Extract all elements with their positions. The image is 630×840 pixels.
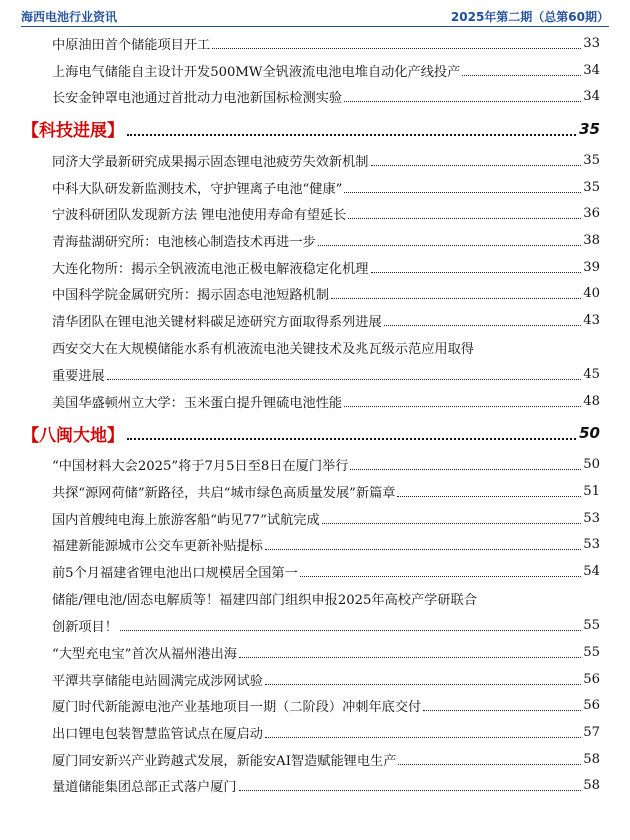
toc-entry-title: “中国材料大会2025”将于7月5日至8日在厦门举行 <box>52 459 349 475</box>
toc-entry-title: 中国科学院金属研究所：揭示固态电池短路机制 <box>52 288 329 304</box>
toc-entry[interactable] <box>0 388 630 415</box>
toc-entry[interactable] <box>0 772 630 799</box>
toc-entry-title: 前5个月福建省锂电池出口规模居全国第一 <box>52 566 298 582</box>
toc-entry-page: 58 <box>583 751 600 767</box>
toc-entry-title: 宁波科研团队发现新方法 锂电池使用寿命有望延长 <box>52 208 347 224</box>
toc-entry-page: 40 <box>583 286 600 302</box>
toc-entry-page: 39 <box>583 259 600 275</box>
dot-leader <box>239 647 581 658</box>
publication-name: 海西电池行业资讯 <box>21 10 118 24</box>
dot-leader <box>344 91 581 102</box>
toc-entry-page: 36 <box>583 206 600 222</box>
toc-entry[interactable] <box>0 692 630 719</box>
dot-leader <box>344 182 581 193</box>
dot-leader <box>127 122 576 136</box>
section-heading-local[interactable] <box>0 415 630 452</box>
dot-leader <box>344 396 581 407</box>
dot-leader <box>107 369 581 380</box>
page-header <box>21 6 609 27</box>
issue-label: 2025年第二期（总第60期） <box>450 10 609 24</box>
dot-leader <box>265 674 581 685</box>
dot-leader <box>384 315 582 326</box>
dot-leader <box>322 513 582 524</box>
dot-leader <box>348 208 581 219</box>
toc-entry-title: 厦门时代新能源电池产业基地项目一期（二阶段）冲刺年底交付 <box>52 700 422 716</box>
toc-entry-page: 57 <box>583 724 600 740</box>
section-heading-tech[interactable] <box>0 110 630 147</box>
section-title: 【八闽大地】 <box>22 425 124 446</box>
toc-entry-page: 55 <box>583 644 600 660</box>
toc-entry[interactable] <box>0 57 630 84</box>
toc-entry[interactable] <box>0 83 630 110</box>
toc-entry-page: 34 <box>583 62 600 78</box>
toc-entry[interactable] <box>0 719 630 746</box>
toc-entry[interactable] <box>0 281 630 308</box>
toc-entry[interactable] <box>0 666 630 693</box>
dot-leader <box>462 65 581 76</box>
dot-leader <box>318 235 581 246</box>
toc-entry-title: 清华团队在锂电池关键材料碳足迹研究方面取得系列进展 <box>52 315 382 331</box>
toc-entry[interactable] <box>0 532 630 559</box>
toc-entry-page: 35 <box>583 152 600 168</box>
toc-entry-page: 51 <box>583 484 600 500</box>
toc-entry-title: 中科大队研发新监测技术，守护锂离子电池“健康” <box>52 181 343 197</box>
toc-entry-title: 上海电气储能自主设计开发500MW全钒液流电池电堆自动化产线投产 <box>52 64 461 80</box>
toc-entry-page: 45 <box>583 366 600 382</box>
toc-entry-title: 同济大学最新研究成果揭示固态锂电池疲劳失效新机制 <box>52 154 369 170</box>
toc-entry-page: 56 <box>583 671 600 687</box>
toc-entry-title: 福建新能源城市公交车更新补贴提标 <box>52 539 263 555</box>
toc-entry[interactable] <box>0 254 630 281</box>
toc-entry[interactable] <box>0 174 630 201</box>
toc-entry-title: 大连化物所：揭示全钒液流电池正极电解液稳定化机理 <box>52 261 369 277</box>
toc-entry[interactable] <box>0 200 630 227</box>
toc-entry[interactable] <box>0 639 630 666</box>
toc-entry[interactable] <box>0 227 630 254</box>
toc-entry[interactable] <box>0 478 630 505</box>
toc-entry-multiline-second[interactable] <box>0 361 630 388</box>
toc-entry-page: 34 <box>583 89 600 105</box>
dot-leader <box>423 700 581 711</box>
toc-entry-title: 青海盐湖研究所：电池核心制造技术再进一步 <box>52 234 316 250</box>
toc-entry[interactable] <box>0 307 630 334</box>
toc-entry-page: 53 <box>583 537 600 553</box>
toc-entry[interactable] <box>0 452 630 479</box>
toc-entry-multiline-first[interactable] <box>0 585 630 612</box>
toc-entry-title: 共探“源网荷储”新路径，共启“城市绿色高质量发展”新篇章 <box>52 486 396 502</box>
dot-leader <box>397 486 581 497</box>
toc-entry-page: 35 <box>583 179 600 195</box>
toc-entry-title: 重要进展 <box>52 368 105 384</box>
dot-leader <box>212 38 581 49</box>
dot-leader <box>331 288 581 299</box>
dot-leader <box>371 262 582 273</box>
section-page: 35 <box>579 119 600 138</box>
toc-entry-title: 长安金钟罩电池通过首批动力电池新国标检测实验 <box>52 91 343 107</box>
dot-leader <box>120 620 581 631</box>
dot-leader <box>371 155 582 166</box>
toc-entry-title: “大型充电宝”首次从福州港出海 <box>52 646 237 662</box>
toc-entry-title: 美国华盛顿州立大学：玉米蛋白提升锂硫电池性能 <box>52 395 343 411</box>
toc-entry[interactable] <box>0 505 630 532</box>
toc-entry-title: 国内首艘纯电海上旅游客船“屿见77”试航完成 <box>52 512 320 528</box>
toc-entry[interactable] <box>0 30 630 57</box>
dot-leader <box>239 780 582 791</box>
toc-entry[interactable] <box>0 147 630 174</box>
toc-entry-page: 58 <box>583 778 600 794</box>
toc-entry-page: 55 <box>583 618 600 633</box>
toc-entry[interactable] <box>0 746 630 773</box>
toc-entry-page: 33 <box>583 35 600 51</box>
toc-entry-title: 厦门同安新兴产业跨越式发展，新能安AI智造赋能锂电生产 <box>52 753 397 769</box>
toc-entry-page: 50 <box>583 457 600 473</box>
toc-entry-title: 储能/锂电池/固态电解质等！福建四部门组织申报2025年高校产学研联合 <box>52 593 477 608</box>
toc-entry-title: 平潭共享储能电站圆满完成涉网试验 <box>52 673 263 689</box>
toc-entry-title: 量道储能集团总部正式落户厦门 <box>52 780 237 796</box>
toc-entry-multiline-second[interactable] <box>0 612 630 639</box>
dot-leader <box>300 566 581 577</box>
toc-entry-title: 创新项目！ <box>52 620 118 635</box>
toc-entry-page: 38 <box>583 232 600 248</box>
section-page: 50 <box>579 424 600 443</box>
toc-entry-page: 53 <box>583 510 600 526</box>
dot-leader <box>265 539 581 550</box>
dot-leader <box>127 426 576 440</box>
dot-leader <box>265 727 581 738</box>
dot-leader <box>398 754 581 765</box>
toc-entry[interactable] <box>0 558 630 585</box>
dot-leader <box>350 459 581 470</box>
toc-entry-page: 43 <box>583 313 600 329</box>
table-of-contents <box>0 30 630 799</box>
toc-entry-page: 54 <box>583 564 600 580</box>
toc-entry-multiline-first[interactable] <box>0 334 630 361</box>
toc-entry-title: 西安交大在大规模储能水系有机液流电池关键技术及兆瓦级示范应用取得 <box>52 341 474 357</box>
toc-entry-page: 48 <box>583 393 600 409</box>
section-title: 【科技进展】 <box>22 121 124 142</box>
toc-entry-title: 出口锂电包装智慧监管试点在厦启动 <box>52 726 263 742</box>
toc-entry-page: 56 <box>583 698 600 714</box>
toc-entry-title: 中原油田首个储能项目开工 <box>52 37 211 53</box>
